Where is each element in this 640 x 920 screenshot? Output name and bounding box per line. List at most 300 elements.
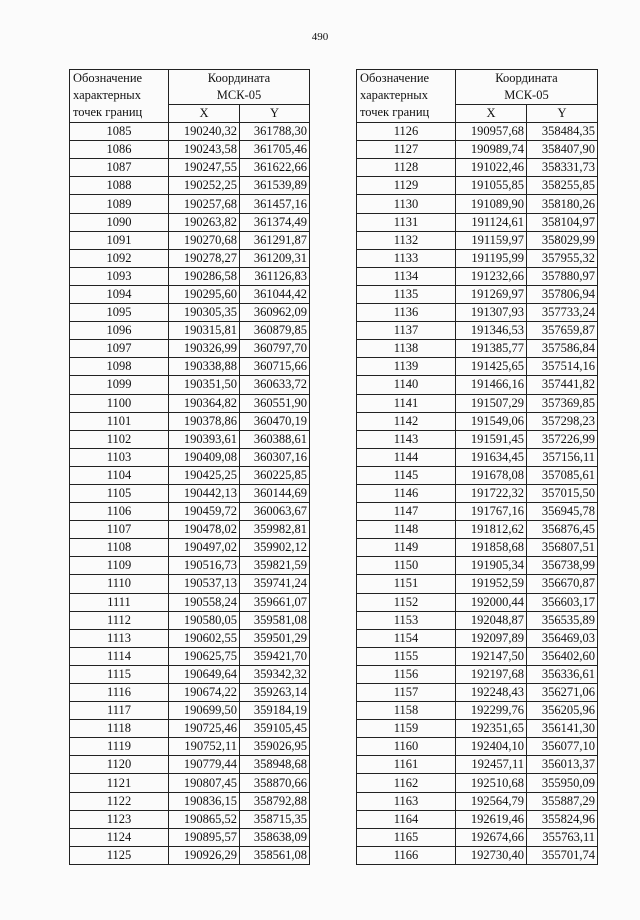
header-point-designation — [357, 70, 456, 123]
table-body-left — [70, 123, 310, 865]
cell-point-number: 1095 — [70, 304, 169, 322]
cell-point-number: 1093 — [70, 267, 169, 285]
table-row — [70, 647, 310, 665]
cell-x: 190558,24 — [169, 593, 240, 611]
cell-point-number: 1085 — [70, 123, 169, 141]
cell-y: 361209,31 — [240, 249, 310, 267]
table-row — [357, 340, 598, 358]
header-point-line1: Обозначение — [360, 71, 430, 85]
table-row — [70, 249, 310, 267]
table-row — [357, 484, 598, 502]
cell-point-number: 1125 — [70, 846, 169, 864]
cell-y: 358715,35 — [240, 810, 310, 828]
cell-x: 190286,58 — [169, 267, 240, 285]
cell-x: 191124,61 — [456, 213, 527, 231]
table-row — [357, 593, 598, 611]
cell-x: 190537,13 — [169, 575, 240, 593]
cell-point-number: 1101 — [70, 412, 169, 430]
cell-x: 192619,46 — [456, 810, 527, 828]
table-row — [357, 141, 598, 159]
header-y: Y — [527, 105, 598, 123]
table-row — [357, 846, 598, 864]
cell-point-number: 1106 — [70, 503, 169, 521]
cell-point-number: 1143 — [357, 430, 456, 448]
table-row — [357, 195, 598, 213]
cell-x: 191466,16 — [456, 376, 527, 394]
cell-y: 358792,88 — [240, 792, 310, 810]
cell-x: 190247,55 — [169, 159, 240, 177]
header-point-line2: характерных — [360, 88, 428, 102]
table-row — [70, 466, 310, 484]
cell-y: 358484,35 — [527, 123, 598, 141]
cell-x: 191952,59 — [456, 575, 527, 593]
header-coord-line2: МСК-05 — [504, 88, 549, 102]
table-row — [70, 358, 310, 376]
table-row — [357, 557, 598, 575]
cell-x: 190836,15 — [169, 792, 240, 810]
cell-y: 357514,16 — [527, 358, 598, 376]
cell-point-number: 1123 — [70, 810, 169, 828]
cell-point-number: 1118 — [70, 720, 169, 738]
cell-point-number: 1138 — [357, 340, 456, 358]
cell-y: 356271,06 — [527, 684, 598, 702]
cell-y: 356141,30 — [527, 720, 598, 738]
cell-point-number: 1154 — [357, 629, 456, 647]
header-point-line2: характерных — [73, 88, 141, 102]
header-x: X — [456, 105, 527, 123]
cell-y: 358870,66 — [240, 774, 310, 792]
cell-y: 361539,89 — [240, 177, 310, 195]
table-row — [357, 756, 598, 774]
cell-y: 358029,99 — [527, 231, 598, 249]
cell-x: 191634,45 — [456, 448, 527, 466]
cell-y: 355824,96 — [527, 810, 598, 828]
table-row — [357, 358, 598, 376]
cell-point-number: 1114 — [70, 647, 169, 665]
cell-x: 191858,68 — [456, 539, 527, 557]
cell-y: 360063,67 — [240, 503, 310, 521]
cell-y: 358948,68 — [240, 756, 310, 774]
cell-x: 190752,11 — [169, 738, 240, 756]
table-row — [357, 738, 598, 756]
cell-point-number: 1091 — [70, 231, 169, 249]
header-coordinate — [169, 70, 310, 105]
cell-y: 360715,66 — [240, 358, 310, 376]
cell-point-number: 1155 — [357, 647, 456, 665]
cell-point-number: 1105 — [70, 484, 169, 502]
table-row — [70, 304, 310, 322]
cell-y: 361457,16 — [240, 195, 310, 213]
table-row — [70, 738, 310, 756]
cell-x: 191346,53 — [456, 322, 527, 340]
cell-point-number: 1137 — [357, 322, 456, 340]
cell-point-number: 1117 — [70, 702, 169, 720]
cell-x: 190243,58 — [169, 141, 240, 159]
cell-y: 356738,99 — [527, 557, 598, 575]
cell-x: 190278,27 — [169, 249, 240, 267]
header-coordinate — [456, 70, 598, 105]
cell-x: 191307,93 — [456, 304, 527, 322]
cell-point-number: 1098 — [70, 358, 169, 376]
cell-y: 359184,19 — [240, 702, 310, 720]
cell-point-number: 1110 — [70, 575, 169, 593]
cell-x: 190459,72 — [169, 503, 240, 521]
cell-x: 192404,10 — [456, 738, 527, 756]
cell-point-number: 1160 — [357, 738, 456, 756]
cell-y: 360225,85 — [240, 466, 310, 484]
table-row — [70, 611, 310, 629]
cell-y: 358104,97 — [527, 213, 598, 231]
cell-point-number: 1135 — [357, 285, 456, 303]
table-row — [357, 159, 598, 177]
header-x: X — [169, 105, 240, 123]
cell-y: 359741,24 — [240, 575, 310, 593]
cell-point-number: 1131 — [357, 213, 456, 231]
cell-x: 190497,02 — [169, 539, 240, 557]
cell-y: 359342,32 — [240, 665, 310, 683]
cell-point-number: 1149 — [357, 539, 456, 557]
cell-x: 190725,46 — [169, 720, 240, 738]
page-number: 490 — [311, 31, 329, 43]
table-row — [70, 521, 310, 539]
cell-x: 190779,44 — [169, 756, 240, 774]
cell-y: 359026,95 — [240, 738, 310, 756]
cell-x: 190926,29 — [169, 846, 240, 864]
table-row — [70, 394, 310, 412]
cell-x: 192351,65 — [456, 720, 527, 738]
cell-y: 359421,70 — [240, 647, 310, 665]
cell-point-number: 1153 — [357, 611, 456, 629]
cell-x: 192457,11 — [456, 756, 527, 774]
table-row — [70, 539, 310, 557]
cell-point-number: 1089 — [70, 195, 169, 213]
cell-y: 356670,87 — [527, 575, 598, 593]
table-row — [357, 430, 598, 448]
table-row — [357, 828, 598, 846]
cell-point-number: 1166 — [357, 846, 456, 864]
cell-x: 190442,13 — [169, 484, 240, 502]
cell-x: 191767,16 — [456, 503, 527, 521]
cell-x: 190393,61 — [169, 430, 240, 448]
cell-y: 359661,07 — [240, 593, 310, 611]
table-row — [357, 629, 598, 647]
table-row — [70, 702, 310, 720]
table-row — [70, 285, 310, 303]
cell-x: 191055,85 — [456, 177, 527, 195]
cell-x: 190602,55 — [169, 629, 240, 647]
cell-y: 360144,69 — [240, 484, 310, 502]
cell-y: 361044,42 — [240, 285, 310, 303]
table-row — [70, 376, 310, 394]
cell-point-number: 1086 — [70, 141, 169, 159]
table-row — [70, 231, 310, 249]
cell-y: 356205,96 — [527, 702, 598, 720]
cell-point-number: 1163 — [357, 792, 456, 810]
cell-y: 359821,59 — [240, 557, 310, 575]
cell-y: 358331,73 — [527, 159, 598, 177]
cell-point-number: 1144 — [357, 448, 456, 466]
cell-y: 357298,23 — [527, 412, 598, 430]
cell-x: 192000,44 — [456, 593, 527, 611]
header-coord-line1: Координата — [207, 71, 271, 85]
cell-point-number: 1129 — [357, 177, 456, 195]
cell-point-number: 1099 — [70, 376, 169, 394]
cell-x: 192674,66 — [456, 828, 527, 846]
cell-y: 355701,74 — [527, 846, 598, 864]
cell-x: 191195,99 — [456, 249, 527, 267]
table-row — [70, 665, 310, 683]
cell-point-number: 1100 — [70, 394, 169, 412]
cell-point-number: 1142 — [357, 412, 456, 430]
table-row — [70, 828, 310, 846]
cell-y: 360307,16 — [240, 448, 310, 466]
cell-x: 192510,68 — [456, 774, 527, 792]
cell-y: 359902,12 — [240, 539, 310, 557]
cell-x: 190326,99 — [169, 340, 240, 358]
cell-y: 358561,08 — [240, 846, 310, 864]
cell-y: 357226,99 — [527, 430, 598, 448]
cell-point-number: 1103 — [70, 448, 169, 466]
cell-x: 191722,32 — [456, 484, 527, 502]
cell-point-number: 1161 — [357, 756, 456, 774]
cell-point-number: 1146 — [357, 484, 456, 502]
cell-x: 192564,79 — [456, 792, 527, 810]
cell-x: 190295,60 — [169, 285, 240, 303]
cell-y: 355763,11 — [527, 828, 598, 846]
cell-point-number: 1145 — [357, 466, 456, 484]
cell-point-number: 1134 — [357, 267, 456, 285]
cell-x: 191269,97 — [456, 285, 527, 303]
table-row — [357, 412, 598, 430]
cell-point-number: 1151 — [357, 575, 456, 593]
cell-point-number: 1120 — [70, 756, 169, 774]
cell-x: 192048,87 — [456, 611, 527, 629]
cell-x: 190378,86 — [169, 412, 240, 430]
cell-point-number: 1139 — [357, 358, 456, 376]
cell-y: 357015,50 — [527, 484, 598, 502]
table-row — [70, 484, 310, 502]
cell-x: 190516,73 — [169, 557, 240, 575]
table-row — [70, 213, 310, 231]
header-point-line3: точек границ — [360, 105, 430, 119]
cell-point-number: 1133 — [357, 249, 456, 267]
cell-y: 361622,66 — [240, 159, 310, 177]
cell-y: 361705,46 — [240, 141, 310, 159]
table-row — [357, 231, 598, 249]
table-row — [70, 430, 310, 448]
header-point-designation — [70, 70, 169, 123]
cell-point-number: 1158 — [357, 702, 456, 720]
table-row — [70, 557, 310, 575]
cell-y: 356603,17 — [527, 593, 598, 611]
cell-x: 190699,50 — [169, 702, 240, 720]
table-row — [357, 376, 598, 394]
cell-point-number: 1096 — [70, 322, 169, 340]
cell-y: 357955,32 — [527, 249, 598, 267]
cell-x: 191159,97 — [456, 231, 527, 249]
cell-x: 190649,64 — [169, 665, 240, 683]
table-row — [357, 322, 598, 340]
cell-x: 192097,89 — [456, 629, 527, 647]
cell-x: 191385,77 — [456, 340, 527, 358]
cell-x: 192730,40 — [456, 846, 527, 864]
cell-x: 190865,52 — [169, 810, 240, 828]
table-row — [70, 503, 310, 521]
coordinates-table-right — [356, 69, 598, 865]
cell-x: 190989,74 — [456, 141, 527, 159]
table-row — [357, 466, 598, 484]
cell-x: 190674,22 — [169, 684, 240, 702]
cell-x: 190364,82 — [169, 394, 240, 412]
table-row — [70, 720, 310, 738]
cell-x: 191591,45 — [456, 430, 527, 448]
table-row — [357, 810, 598, 828]
cell-y: 357156,11 — [527, 448, 598, 466]
table-body-right — [357, 123, 598, 865]
cell-point-number: 1115 — [70, 665, 169, 683]
header-coord-line2: МСК-05 — [216, 88, 262, 102]
cell-y: 357586,84 — [527, 340, 598, 358]
cell-x: 191507,29 — [456, 394, 527, 412]
cell-point-number: 1136 — [357, 304, 456, 322]
table-row — [357, 285, 598, 303]
cell-x: 191232,66 — [456, 267, 527, 285]
cell-y: 359982,81 — [240, 521, 310, 539]
table-row — [357, 774, 598, 792]
table-row — [70, 322, 310, 340]
cell-point-number: 1148 — [357, 521, 456, 539]
cell-y: 359581,08 — [240, 611, 310, 629]
cell-y: 356077,10 — [527, 738, 598, 756]
cell-y: 360633,72 — [240, 376, 310, 394]
table-row — [70, 340, 310, 358]
cell-y: 358638,09 — [240, 828, 310, 846]
table-row — [70, 448, 310, 466]
table-row — [357, 503, 598, 521]
table-row — [357, 611, 598, 629]
table-row — [357, 575, 598, 593]
cell-y: 357085,61 — [527, 466, 598, 484]
table-row — [70, 177, 310, 195]
cell-y: 356013,37 — [527, 756, 598, 774]
cell-x: 191425,65 — [456, 358, 527, 376]
cell-x: 191678,08 — [456, 466, 527, 484]
cell-x: 192197,68 — [456, 665, 527, 683]
cell-point-number: 1111 — [70, 593, 169, 611]
cell-x: 190807,45 — [169, 774, 240, 792]
table-row — [70, 267, 310, 285]
cell-y: 359263,14 — [240, 684, 310, 702]
cell-x: 190425,25 — [169, 466, 240, 484]
cell-point-number: 1150 — [357, 557, 456, 575]
cell-y: 358255,85 — [527, 177, 598, 195]
cell-point-number: 1152 — [357, 593, 456, 611]
table-row — [357, 177, 598, 195]
coordinates-table-left — [69, 69, 310, 865]
table-row — [70, 774, 310, 792]
cell-y: 360470,19 — [240, 412, 310, 430]
cell-y: 357659,87 — [527, 322, 598, 340]
cell-y: 356469,03 — [527, 629, 598, 647]
cell-x: 190351,50 — [169, 376, 240, 394]
cell-y: 360879,85 — [240, 322, 310, 340]
cell-point-number: 1165 — [357, 828, 456, 846]
cell-point-number: 1088 — [70, 177, 169, 195]
table-row — [70, 412, 310, 430]
cell-y: 357369,85 — [527, 394, 598, 412]
cell-x: 190257,68 — [169, 195, 240, 213]
cell-y: 359501,29 — [240, 629, 310, 647]
cell-point-number: 1156 — [357, 665, 456, 683]
cell-x: 192248,43 — [456, 684, 527, 702]
cell-point-number: 1140 — [357, 376, 456, 394]
cell-point-number: 1147 — [357, 503, 456, 521]
table-row — [70, 575, 310, 593]
cell-y: 356945,78 — [527, 503, 598, 521]
cell-y: 361788,30 — [240, 123, 310, 141]
cell-point-number: 1159 — [357, 720, 456, 738]
cell-point-number: 1119 — [70, 738, 169, 756]
cell-y: 361291,87 — [240, 231, 310, 249]
table-row — [70, 141, 310, 159]
cell-y: 360797,70 — [240, 340, 310, 358]
cell-point-number: 1164 — [357, 810, 456, 828]
table-row — [70, 593, 310, 611]
table-row — [357, 665, 598, 683]
cell-point-number: 1130 — [357, 195, 456, 213]
cell-y: 357733,24 — [527, 304, 598, 322]
cell-y: 356402,60 — [527, 647, 598, 665]
cell-point-number: 1107 — [70, 521, 169, 539]
header-y: Y — [240, 105, 310, 123]
cell-x: 191089,90 — [456, 195, 527, 213]
cell-x: 190580,05 — [169, 611, 240, 629]
cell-y: 361374,49 — [240, 213, 310, 231]
table-row — [70, 629, 310, 647]
cell-point-number: 1090 — [70, 213, 169, 231]
cell-x: 190625,75 — [169, 647, 240, 665]
table-row — [70, 846, 310, 864]
table-row — [357, 647, 598, 665]
cell-point-number: 1102 — [70, 430, 169, 448]
cell-x: 190895,57 — [169, 828, 240, 846]
cell-y: 355950,09 — [527, 774, 598, 792]
cell-point-number: 1132 — [357, 231, 456, 249]
cell-point-number: 1126 — [357, 123, 456, 141]
cell-y: 356535,89 — [527, 611, 598, 629]
cell-point-number: 1122 — [70, 792, 169, 810]
table-row — [70, 684, 310, 702]
table-row — [70, 756, 310, 774]
cell-y: 360551,90 — [240, 394, 310, 412]
table-row — [357, 684, 598, 702]
table-row — [357, 304, 598, 322]
table-row — [70, 123, 310, 141]
table-row — [357, 539, 598, 557]
table-row — [357, 267, 598, 285]
cell-x: 190240,32 — [169, 123, 240, 141]
cell-y: 357806,94 — [527, 285, 598, 303]
cell-x: 190263,82 — [169, 213, 240, 231]
cell-x: 190305,35 — [169, 304, 240, 322]
cell-x: 191022,46 — [456, 159, 527, 177]
cell-x: 190957,68 — [456, 123, 527, 141]
table-row — [357, 702, 598, 720]
cell-point-number: 1109 — [70, 557, 169, 575]
table-row — [357, 394, 598, 412]
table-row — [357, 249, 598, 267]
cell-point-number: 1094 — [70, 285, 169, 303]
